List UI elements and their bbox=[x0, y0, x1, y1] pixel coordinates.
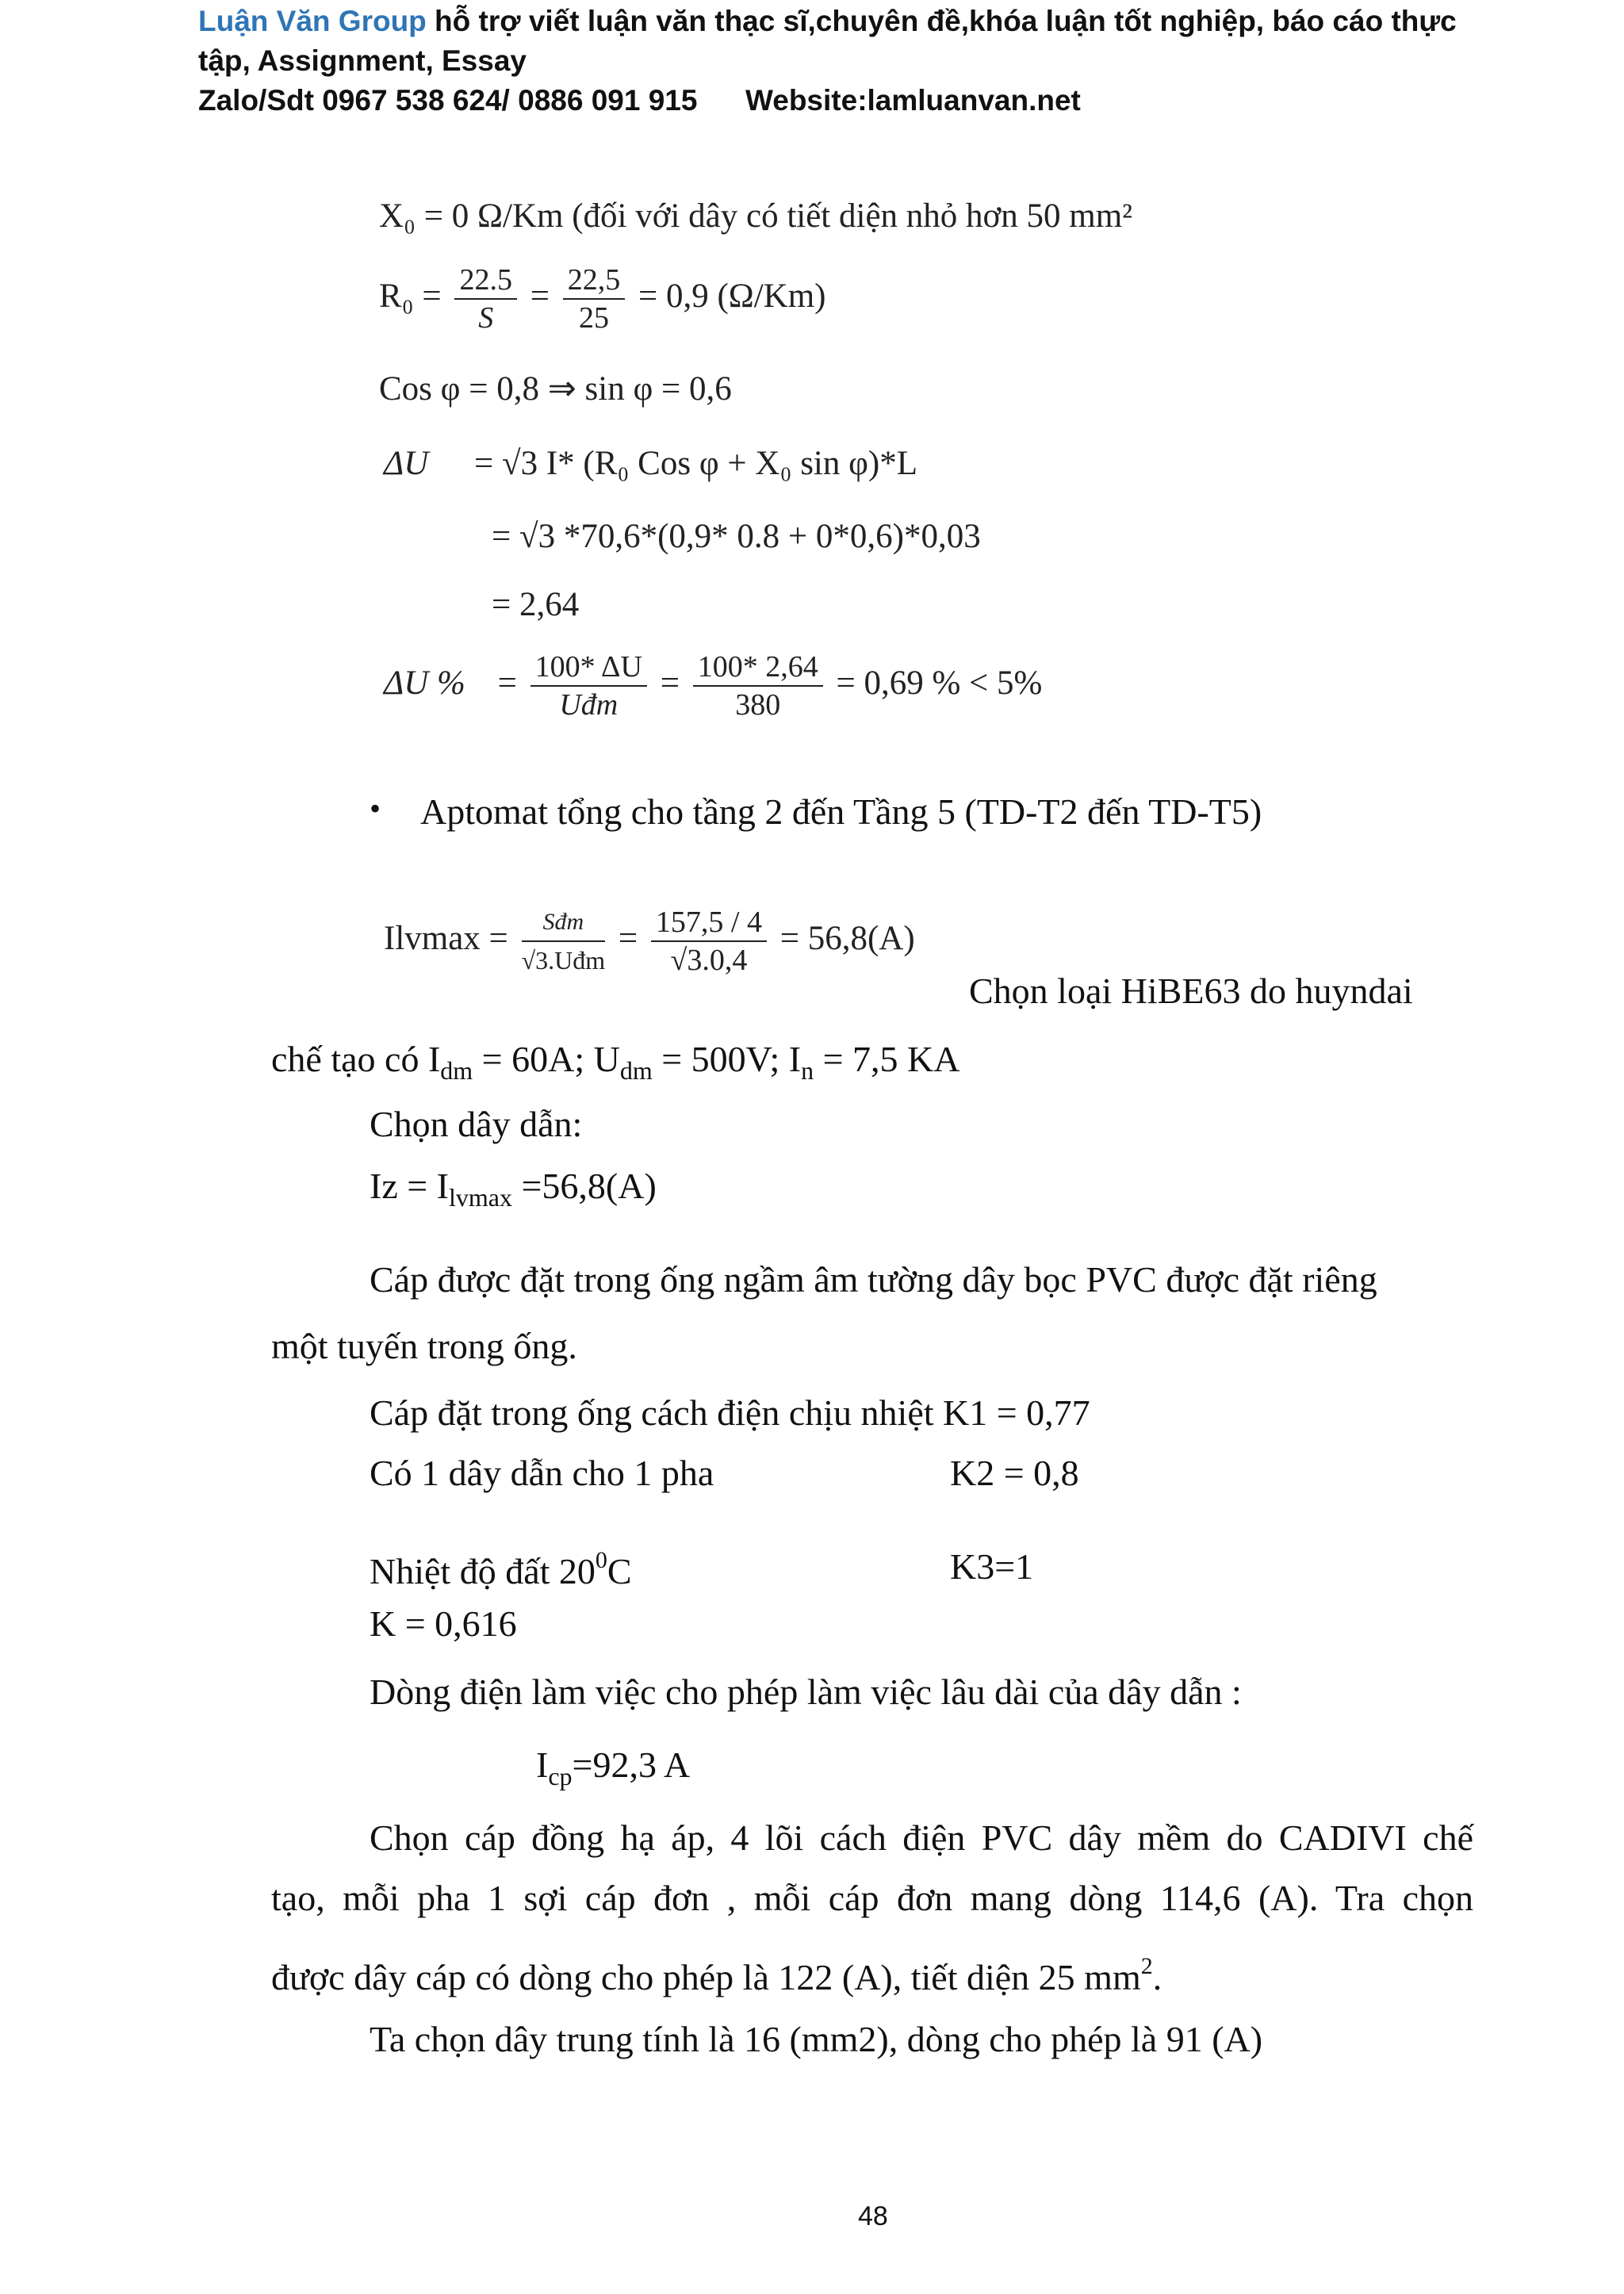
r0-den-2: 25 bbox=[578, 301, 609, 335]
dup-num-1: 100* ΔU bbox=[530, 649, 647, 687]
formula-ilvmax: Ilvmax = $\frac{\text{Sđm}}{\text{√3.Uđm}}$ = $\frac{157,5 / 4}{√3.0,4}$ = 56,8(A) bbox=[384, 906, 915, 977]
chon-day-text: Chọn dây dẫn: bbox=[370, 1104, 583, 1144]
bullet-text: Aptomat tổng cho tầng 2 đến Tầng 5 (TD-T2 đến TD-T5) bbox=[420, 791, 1262, 832]
cap-line-2: một tuyến trong ống. bbox=[271, 1326, 577, 1366]
dup-lhs: ΔU % bbox=[384, 664, 465, 702]
k-text: K = 0,616 bbox=[370, 1603, 517, 1644]
ilv-frac-2 bbox=[651, 904, 767, 978]
iz-text: $Iz = I_{lvmax} =56,8(A)$ bbox=[370, 1166, 657, 1212]
dong-text: Dòng điện làm việc cho phép làm việc lâu dài của dây dẫn : bbox=[370, 1672, 1242, 1712]
chon-cap-line-2: tạo, mỗi pha 1 sợi cáp đơn , mỗi cáp đơn mang dòng 114,6 (A). Tra chọn bbox=[271, 1878, 1473, 1918]
dup-den-1: Uđm bbox=[559, 688, 619, 722]
dup-frac-2 bbox=[693, 649, 823, 723]
bullet-dot-icon: • bbox=[370, 791, 381, 826]
dup-frac-1 bbox=[530, 649, 647, 723]
dup-rhs: = 0,69 % < 5% bbox=[836, 664, 1043, 702]
formula-cos: Cos φ = 0,8 ⇒ sin φ = 0,6 bbox=[379, 370, 732, 408]
chon-cap-line-1: Chọn cáp đồng hạ áp, 4 lõi cách điện PVC dây mềm do CADIVI chế bbox=[370, 1817, 1473, 1858]
ilv-den-2: √3.0,4 bbox=[670, 944, 748, 977]
r0-rhs: = 0,9 (Ω/Km) bbox=[638, 277, 826, 315]
ilv-num-2: 157,5 / 4 bbox=[651, 904, 767, 942]
cap-line-1: Cáp được đặt trong ống ngầm âm tường dây bọc PVC được đặt riêng bbox=[370, 1259, 1377, 1300]
k2-value: K2 = 0,8 bbox=[950, 1453, 1079, 1493]
formula-du-lhs: ΔU bbox=[384, 445, 429, 482]
r0-num-2: 22,5 bbox=[563, 262, 626, 300]
formula-du-line-2: = √3 *70,6*(0,9* 0.8 + 0*0,6)*0,03 bbox=[492, 518, 981, 555]
trung-tinh-text: Ta chọn dây trung tính là 16 (mm2), dòng cho phép là 91 (A) bbox=[370, 2019, 1263, 2059]
formula-du-line-3: = 2,64 bbox=[492, 586, 580, 623]
header-contact: Zalo/Sdt 0967 538 624/ 0886 091 915 bbox=[198, 84, 698, 117]
ilv-num-1: Sđm bbox=[522, 904, 606, 942]
k3-label: Nhiệt độ đất $20^0C$ bbox=[370, 1547, 632, 1591]
r0-frac-1 bbox=[454, 262, 517, 336]
header-tagline: hỗ trợ viết luận văn thạc sĩ,chuyên đề,khóa luận tốt nghiệp, báo cáo thực bbox=[426, 5, 1457, 37]
r0-frac-2 bbox=[563, 262, 626, 336]
r0-num-1: 22.5 bbox=[454, 262, 517, 300]
formula-du-line-1: = √3 I* (R₀ Cos φ + X₀ sin φ)*L bbox=[474, 445, 918, 482]
header-line-2: tập, Assignment, Essay bbox=[198, 44, 527, 77]
r0-den-1: S bbox=[478, 301, 494, 335]
che-tao-text: chế tạo có $I_{dm} = 60A$; $U_{dm} = 500V$; $I_n = 7,5$ KA bbox=[271, 1039, 960, 1085]
chon-cap-line-3: được dây cáp có dòng cho phép là 122 (A), tiết diện 25 $mm^2$. bbox=[271, 1953, 1162, 1997]
icp-text: $I_{cp}=92,3$ A bbox=[536, 1744, 691, 1790]
r0-lhs: R₀ = bbox=[379, 277, 442, 315]
ilv-frac-1 bbox=[522, 904, 606, 978]
page-number: 48 bbox=[858, 2201, 888, 2231]
k1-text: Cáp đặt trong ống cách điện chịu nhiệt K1 = 0,77 bbox=[370, 1392, 1090, 1433]
k2-label: Có 1 dây dẫn cho 1 pha bbox=[370, 1453, 714, 1493]
brand-name: Luận Văn Group bbox=[198, 5, 427, 37]
formula-r0: R₀ = $\frac{22.5}{S}$ = $\frac{22,5}{25}$ = 0,9 (Ω/Km) bbox=[379, 263, 826, 335]
dup-num-2: 100* 2,64 bbox=[693, 649, 823, 687]
k3-value: K3=1 bbox=[950, 1546, 1034, 1587]
ilv-lhs: Ilvmax = bbox=[384, 919, 508, 957]
formula-du-percent: ΔU % = $\frac{100* \Delta U}{\text{Uđm}}$ = $\frac{100* 2,64}{380}$ = 0,69 % < 5% bbox=[384, 650, 1043, 722]
dup-den-2: 380 bbox=[735, 688, 781, 722]
header-line-1 bbox=[198, 2, 1457, 41]
ilv-rhs: = 56,8(A) bbox=[779, 919, 915, 957]
header-website: Website:lamluanvan.net bbox=[745, 84, 1081, 117]
formula-x0: X₀ = 0 Ω/Km (đối với dây có tiết diện nhỏ hơn 50 mm² bbox=[379, 197, 1133, 235]
chon-loai-text: Chọn loại HiBE63 do huyndai bbox=[969, 971, 1413, 1011]
ilv-den-1: √3.Uđm bbox=[521, 946, 606, 975]
